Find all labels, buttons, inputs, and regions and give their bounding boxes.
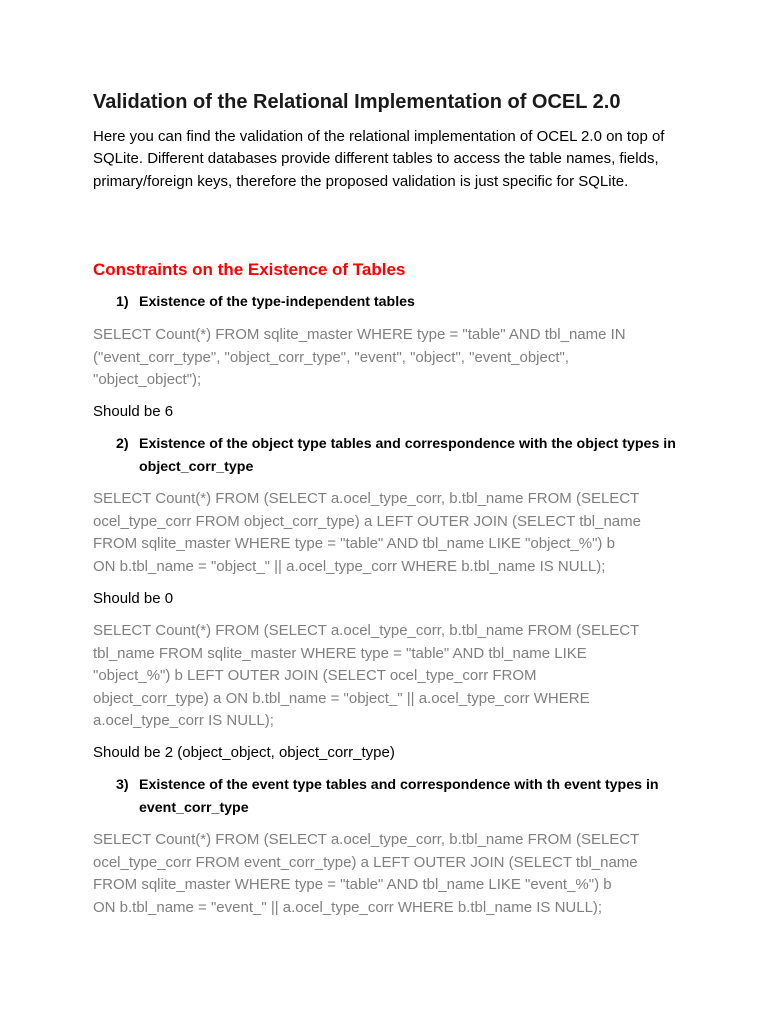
section-heading: Constraints on the Existence of Tables [93,260,406,279]
intro-paragraph: Here you can find the validation of the relational implementation of OCEL 2.0 on top of SQLite. Different databases provide different tables to access the table names, fields, primary/foreign keys, therefore the proposed validation is just specific for SQLite. [93,128,665,190]
sql-line: "object_object"); [93,371,202,388]
document-title: Validation of the Relational Implementation of OCEL 2.0 [93,91,621,113]
list-item-text: Existence of the object type tables and correspondence with the object types in object_corr_type [139,436,676,475]
sql-line: SELECT Count(*) FROM (SELECT a.ocel_type_corr, b.tbl_name FROM (SELECT [93,831,640,848]
sql-line: SELECT Count(*) FROM sqlite_master WHERE type = "table" AND tbl_name IN [93,326,626,343]
sql-line: FROM sqlite_master WHERE type = "table" AND tbl_name LIKE "object_%") b [93,535,615,552]
sql-line: ocel_type_corr FROM event_corr_type) a LEFT OUTER JOIN (SELECT tbl_name [93,853,638,871]
sql-line: ON b.tbl_name = "object_" || a.ocel_type_corr WHERE b.tbl_name IS NULL); [93,557,606,575]
sql-line: SELECT Count(*) FROM (SELECT a.ocel_type_corr, b.tbl_name FROM (SELECT [93,490,640,507]
sql-query-4 [93,829,693,919]
list-item-2 [116,433,696,479]
sql-line: "object_%") b LEFT OUTER JOIN (SELECT ocel_type_corr FROM [93,667,537,684]
expected-result-2: Should be 0 [93,590,174,607]
sql-line: a.ocel_type_corr IS NULL); [93,712,274,729]
list-item-number: 2) [116,436,129,452]
sql-query-2 [93,488,693,578]
sql-line: ("event_corr_type", "object_corr_type", "event", "object", "event_object", [93,348,569,366]
expected-result-1: Should be 6 [93,403,174,420]
sql-line: ON b.tbl_name = "event_" || a.ocel_type_corr WHERE b.tbl_name IS NULL); [93,898,603,916]
expected-result-3: Should be 2 (object_object, object_corr_type) [93,744,395,761]
sql-line: SELECT Count(*) FROM (SELECT a.ocel_type_corr, b.tbl_name FROM (SELECT [93,622,640,639]
list-item-1 [116,291,696,314]
sql-query-3 [93,620,693,733]
list-item-text: Existence of the event type tables and correspondence with th event types in event_corr_type [139,777,659,816]
list-item-number: 3) [116,777,129,793]
list-item-3 [116,774,696,820]
sql-line: tbl_name FROM sqlite_master WHERE type = "table" AND tbl_name LIKE [93,644,587,662]
sql-line: FROM sqlite_master WHERE type = "table" AND tbl_name LIKE "event_%") b [93,876,612,893]
list-item-number: 1) [116,294,129,310]
list-item-text: Existence of the type-independent tables [139,294,415,310]
sql-query-1 [93,324,693,392]
sql-line: object_corr_type) a ON b.tbl_name = "object_" || a.ocel_type_corr WHERE [93,689,590,707]
sql-line: ocel_type_corr FROM object_corr_type) a LEFT OUTER JOIN (SELECT tbl_name [93,512,641,530]
